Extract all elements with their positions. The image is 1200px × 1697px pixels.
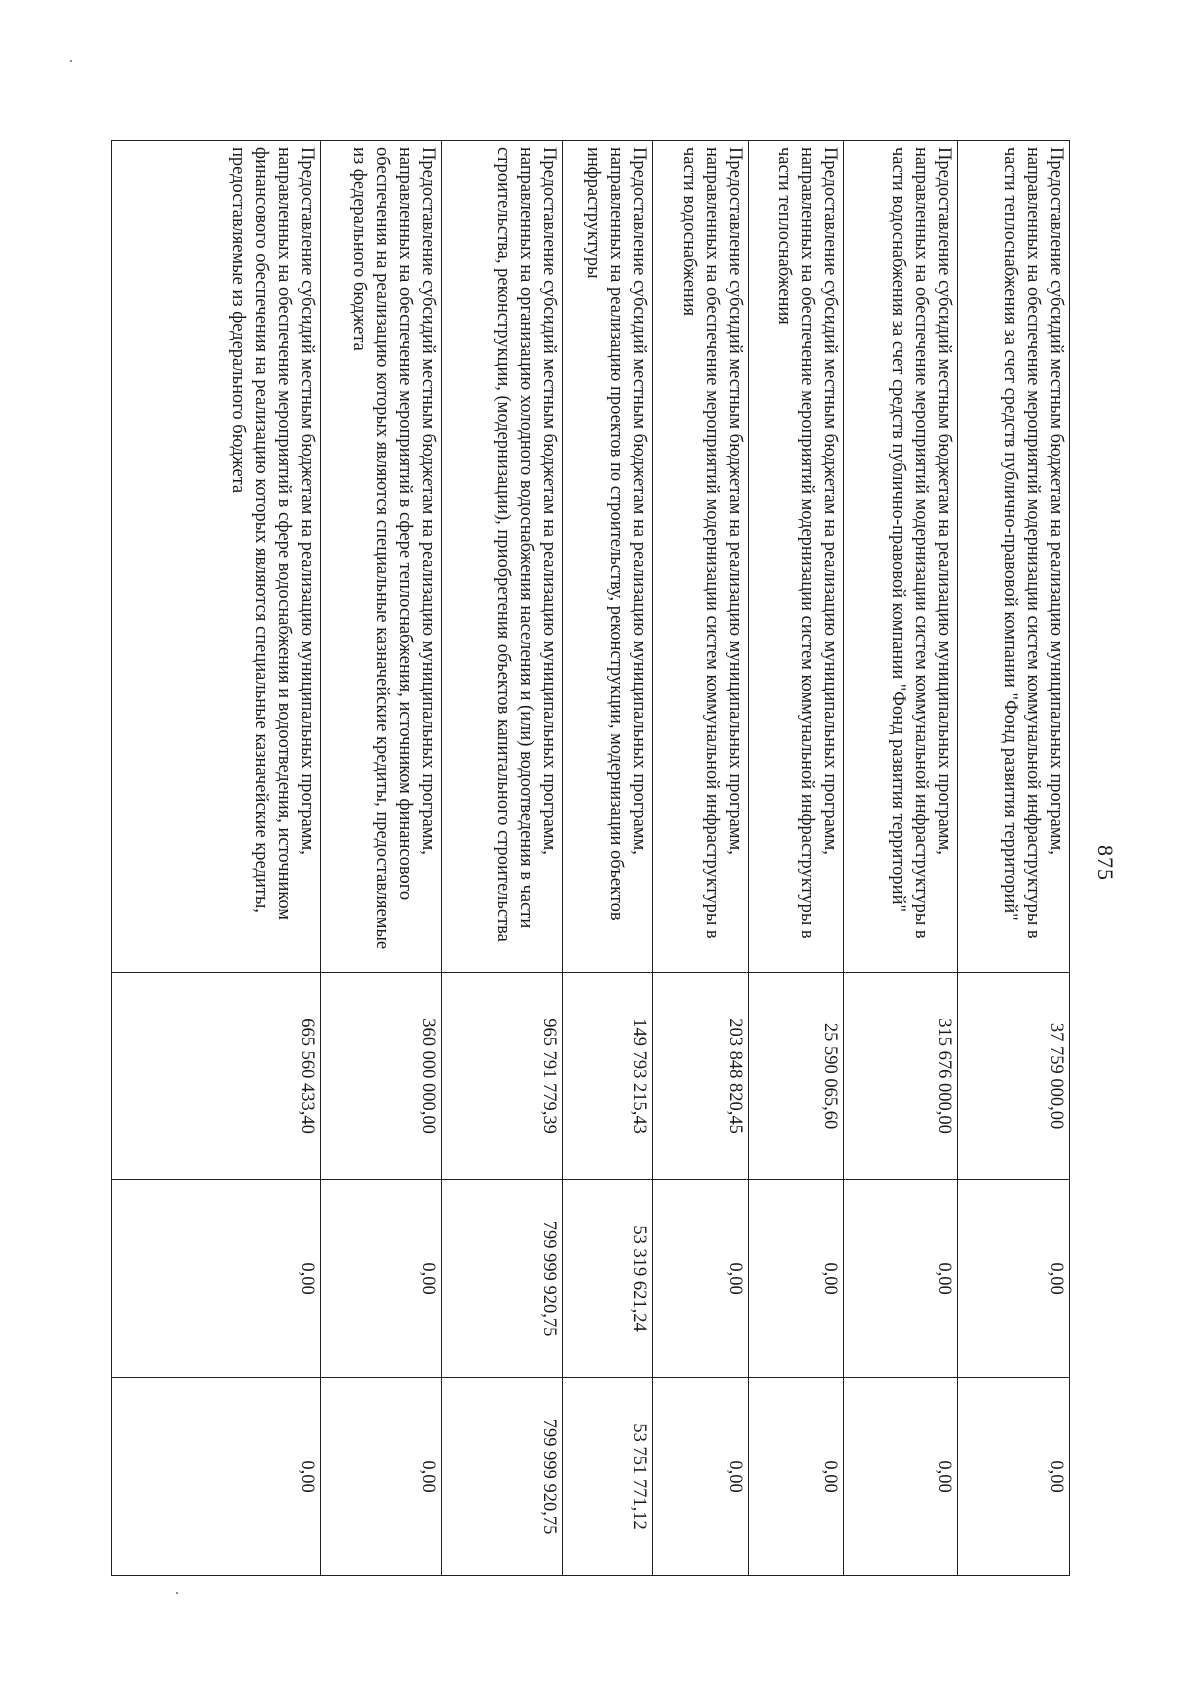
row-value-1: 37 759 000,00: [958, 973, 1070, 1180]
row-value-3: 0,00: [321, 1378, 442, 1576]
row-value-1: 665 560 433,40: [112, 973, 321, 1180]
row-value-2: 53 319 621,24: [563, 1180, 653, 1378]
row-value-3: 53 751 771,12: [563, 1378, 653, 1576]
row-value-2: 0,00: [653, 1180, 749, 1378]
row-value-2: 0,00: [749, 1180, 844, 1378]
row-value-3: 0,00: [112, 1378, 321, 1576]
row-value-3: 0,00: [749, 1378, 844, 1576]
table-row: [653, 141, 749, 1576]
table-row: [442, 141, 563, 1576]
row-value-1: 315 676 000,00: [844, 973, 958, 1180]
row-description: Предоставление субсидий местным бюджетам на реализацию муниципальных программ, направленных на обеспечение мероприятий модернизации систем коммунальной инфраструктуры в части водоснабжения за счет средств публично-правовой компании "Фонд развития территорий": [844, 141, 958, 973]
row-value-3: 0,00: [653, 1378, 749, 1576]
row-value-1: 965 791 779,39: [442, 973, 563, 1180]
page-number: 875: [1093, 845, 1118, 881]
row-value-1: 203 848 820,45: [653, 973, 749, 1180]
row-value-1: 25 590 065,60: [749, 973, 844, 1180]
row-description: Предоставление субсидий местным бюджетам на реализацию муниципальных программ, направленных на обеспечение мероприятий модернизации систем коммунальной инфраструктуры в части водоснабжения: [653, 141, 749, 973]
row-description: Предоставление субсидий местным бюджетам на реализацию муниципальных программ, направленных на реализацию проектов по строительству, реконструкции, модернизации объектов инфраструктуры: [563, 141, 653, 973]
row-description: Предоставление субсидий местным бюджетам на реализацию муниципальных программ, направленных на обеспечение мероприятий в сфере теплоснабжения, источником финансового обеспечения на реализацию которых являются специальные казначейские кредиты, предоставляемые из федерального бюджета: [321, 141, 442, 973]
table-row: [563, 141, 653, 1576]
row-value-2: 0,00: [321, 1180, 442, 1378]
table-row: [112, 141, 321, 1576]
row-value-2: 799 999 920,75: [442, 1180, 563, 1378]
row-value-3: 0,00: [958, 1378, 1070, 1576]
scan-speck: [176, 1592, 178, 1594]
row-value-2: 0,00: [844, 1180, 958, 1378]
row-value-2: 0,00: [958, 1180, 1070, 1378]
budget-table: [111, 140, 1070, 1576]
row-description: Предоставление субсидий местным бюджетам на реализацию муниципальных программ, направленных на обеспечение мероприятий модернизации систем коммунальной инфраструктуры в части теплоснабжения: [749, 141, 844, 973]
table-row: [321, 141, 442, 1576]
row-value-3: 799 999 920,75: [442, 1378, 563, 1576]
row-value-2: 0,00: [112, 1180, 321, 1378]
table-row: [958, 141, 1070, 1576]
scan-speck: [70, 60, 72, 62]
row-value-1: 360 000 000,00: [321, 973, 442, 1180]
row-value-1: 149 793 215,43: [563, 973, 653, 1180]
row-description: Предоставление субсидий местным бюджетам на реализацию муниципальных программ, направленных на организацию холодного водоснабжения населения и (или) водоотведения в части строительства, реконструкции, (модернизации), приобретения объектов капитального строительства: [442, 141, 563, 973]
table-row: [749, 141, 844, 1576]
row-description: Предоставление субсидий местным бюджетам на реализацию муниципальных программ, направленных на обеспечение мероприятий в сфере водоснабжения и водоотведения, источником финансового обеспечения на реализацию которых являются специальные казначейские кредиты, предоставляемые из федерального бюджета: [112, 141, 321, 973]
row-value-3: 0,00: [844, 1378, 958, 1576]
table-row: [844, 141, 958, 1576]
row-description: Предоставление субсидий местным бюджетам на реализацию муниципальных программ, направленных на обеспечение мероприятий модернизации систем коммунальной инфраструктуры в части теплоснабжения за счет средств публично-правовой компании "Фонд развития территорий": [958, 141, 1070, 973]
